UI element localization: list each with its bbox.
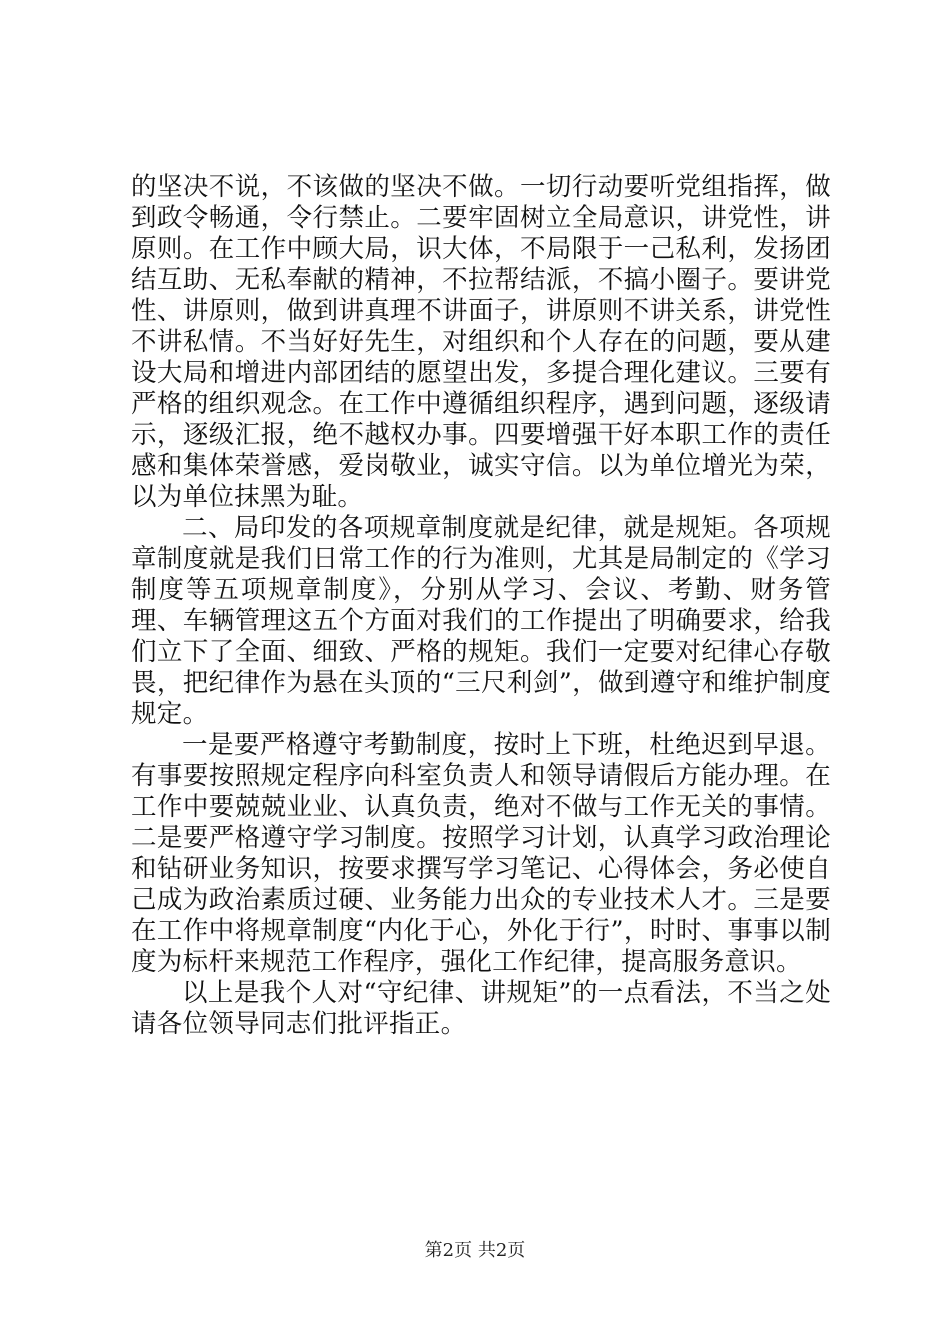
page-number-footer: 第2页 共2页 xyxy=(424,1240,526,1261)
paragraph-4: 以上是我个人对“守纪律、讲规矩”的一点看法，不当之处请各位领导同志们批评指正。 xyxy=(131,978,831,1039)
paragraph-1: 的坚决不说，不该做的坚决不做。一切行动要听党组指挥，做到政令畅通，令行禁止。二要牢固树立全局意识，讲党性，讲原则。在工作中顾大局，识大体，不局限于一己私利，发扬团结互助、无私奉献的精神，不拉帮结派，不搞小圈子。要讲党性、讲原则，做到讲真理不讲面子，讲原则不讲关系，讲党性不讲私情。不当好好先生，对组织和个人存在的问题，要从建设大局和增进内部团结的愿望出发，多提合理化建议。三要有严格的组织观念。在工作中遵循组织程序，遇到问题，逐级请示，逐级汇报，绝不越权办事。四要增强干好本职工作的责任感和集体荣誉感，爱岗敬业，诚实守信。以为单位增光为荣，以为单位抹黑为耻。 xyxy=(131,172,831,512)
paragraph-3: 一是要严格遵守考勤制度，按时上下班，杜绝迟到早退。有事要按照规定程序向科室负责人和领导请假后方能办理。在工作中要兢兢业业、认真负责，绝对不做与工作无关的事情。二是要严格遵守学习制度。按照学习计划，认真学习政治理论和钻研业务知识，按要求撰写学习笔记、心得体会，务必使自己成为政治素质过硬、业务能力出众的专业技术人才。三是要在工作中将规章制度“内化于心，外化于行”，时时、事事以制度为标杆来规范工作程序，强化工作纪律，提高服务意识。 xyxy=(131,730,831,977)
document-body xyxy=(131,172,831,1040)
paragraph-2: 二、局印发的各项规章制度就是纪律，就是规矩。各项规章制度就是我们日常工作的行为准则，尤其是局制定的《学习制度等五项规章制度》，分别从学习、会议、考勤、财务管理、车辆管理这五个方面对我们的工作提出了明确要求，给我们立下了全面、细致、严格的规矩。我们一定要对纪律心存敬畏，把纪律作为悬在头顶的“三尺利剑”，做到遵守和维护制度规定。 xyxy=(131,513,831,729)
